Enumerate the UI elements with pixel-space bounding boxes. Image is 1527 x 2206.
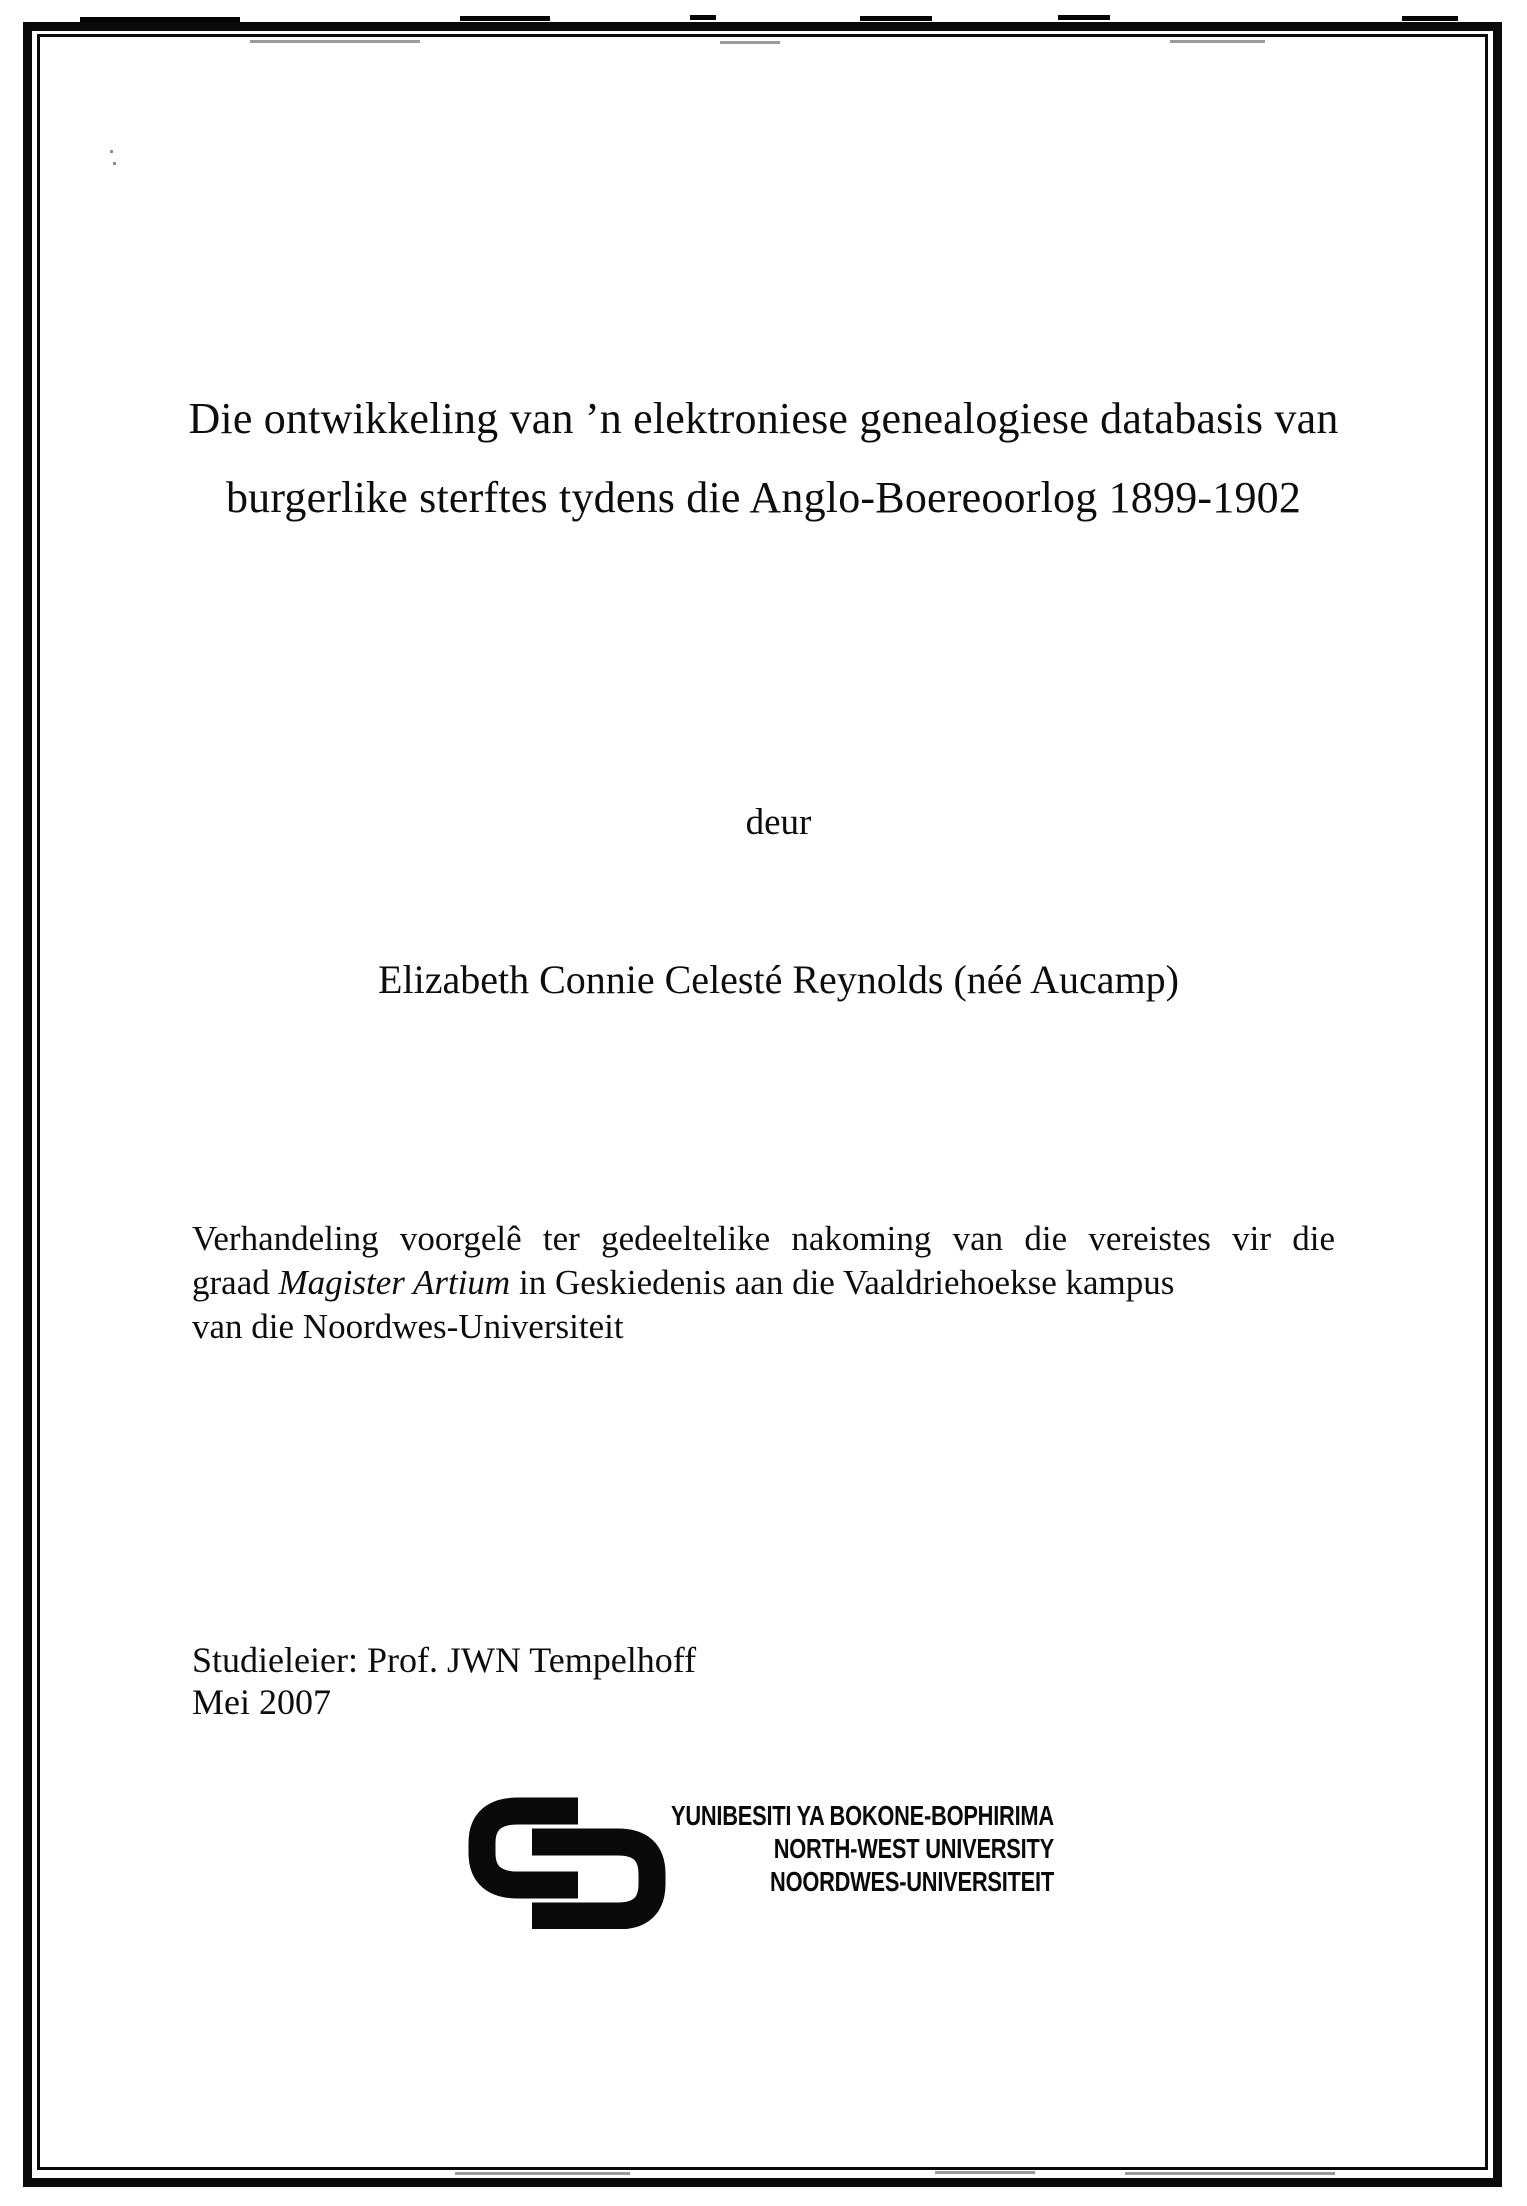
- statement-line1: Verhandeling voorgelê ter gedeeltelike nakoming van die vereistes vir die: [192, 1219, 1335, 1258]
- thesis-statement: [192, 1217, 1335, 1349]
- university-name-english: NORTH-WEST UNIVERSITY: [773, 1833, 1054, 1864]
- date-line: Mei 2007: [192, 1682, 331, 1722]
- statement-line2-post: in Geskiedenis aan die Vaaldriehoekse kampus: [510, 1263, 1175, 1302]
- degree-name-italic: Magister Artium: [278, 1263, 511, 1302]
- statement-line3: van die Noordwes-Universiteit: [192, 1307, 624, 1346]
- byline-deur: deur: [745, 802, 812, 843]
- nwu-logo-icon: [468, 1797, 666, 1929]
- author-name: Elizabeth Connie Celesté Reynolds (néé Aucamp): [378, 957, 1179, 1002]
- supervisor-line: Studieleier: Prof. JWN Tempelhoff: [192, 1640, 697, 1680]
- university-name-setswana: YUNIBESITI YA BOKONE-BOPHIRIMA: [671, 1800, 1054, 1831]
- statement-line2-pre: graad: [192, 1263, 279, 1302]
- thesis-title: [100, 379, 1427, 537]
- statement-line2: [192, 1261, 1335, 1305]
- supervisor-block: [192, 1639, 696, 1723]
- university-name-afrikaans: NOORDWES-UNIVERSITEIT: [770, 1866, 1054, 1897]
- thesis-title-line1: Die ontwikkeling van ’n elektroniese genealogiese databasis van: [188, 394, 1339, 443]
- thesis-title-line2: burgerlike sterftes tydens die Anglo-Boereoorlog 1899-1902: [225, 473, 1302, 522]
- university-name-block: [671, 1799, 1054, 1898]
